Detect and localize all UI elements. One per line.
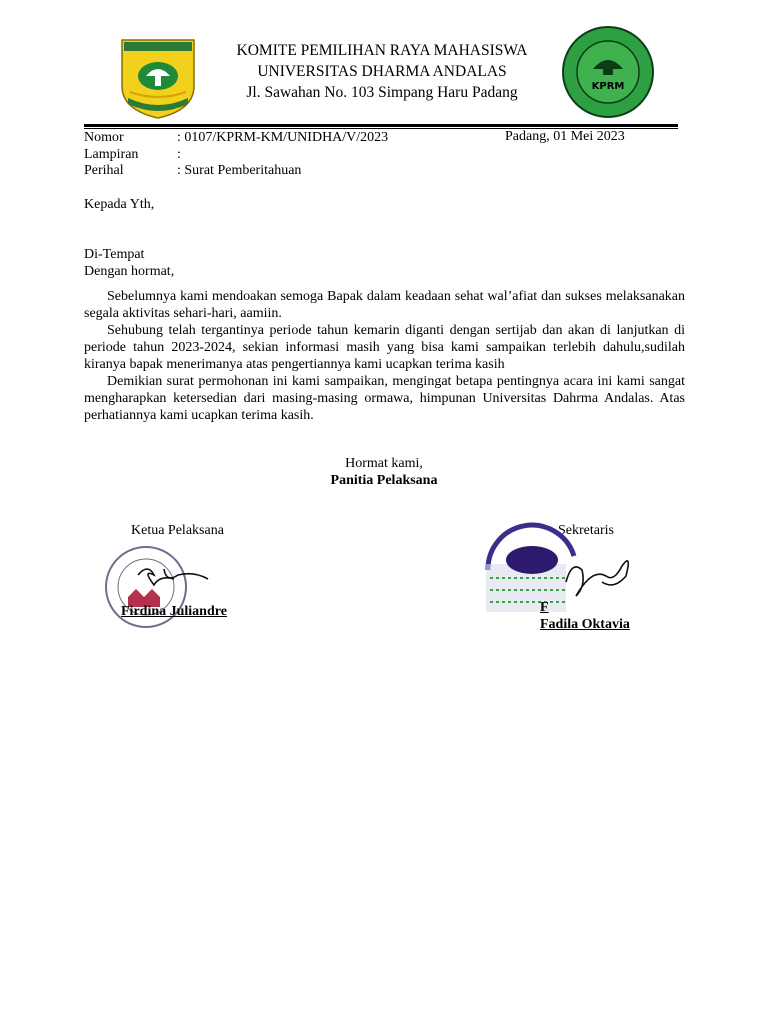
left-signer-role: Ketua Pelaksana [131,523,224,538]
recipient-line: Kepada Yth, [84,197,155,212]
nomor-value: : 0107/KPRM-KM/UNIDHA/V/2023 [177,130,389,145]
di-tempat: Di-Tempat [84,247,145,262]
letter-date: Padang, 01 Mei 2023 [505,129,625,144]
right-signer-name: Fadila Oktavia [540,617,630,632]
paragraph-3: Demikian surat permohonan ini kami sampaikan, mengingat betapa pentingnya acara ini kami sangat mengharapkan ketersedian dari masing-masing ormawa, himpunan Universitas Dahrma Andalas. Atas perhatiannya kami ucapkan terima kasih. [84,374,685,423]
paragraph-1: Sebelumnya kami mendoakan semoga Bapak dalam keadaan sehat wal’afiat dan sukses melaksanakan segala aktivitas sehari-hari, aamiin. [84,289,685,321]
right-signer-initial: F [540,600,549,615]
perihal-label: Perihal [84,163,124,178]
address: Jl. Sawahan No. 103 Simpang Haru Padang [246,84,518,101]
lampiran-value: : [177,147,181,162]
salutation: Dengan hormat, [84,264,175,279]
kprm-logo [561,25,655,119]
perihal-value: : Surat Pemberitahuan [177,163,302,178]
university-logo [116,36,200,120]
university-name: UNIVERSITAS DHARMA ANDALAS [257,63,507,80]
nomor-label: Nomor [84,130,124,145]
closing-panitia: Panitia Pelaksana [330,473,438,488]
org-title: KOMITE PEMILIHAN RAYA MAHASISWA [236,42,528,59]
lampiran-label: Lampiran [84,147,139,162]
paragraph-2: Sehubung telah tergantinya periode tahun kemarin diganti dengan sertijab dan akan di lanjutkan di periode tahun 2023-2024, sekian informasi masih yang bisa kami sampaikan terlebih dahulu,sudilah kiranya bapak menerimanya atas pengertiannya kami ucapkan terima kasih [84,323,685,372]
header-divider-thick [84,124,678,127]
right-stamp [482,520,642,621]
left-signer-name: Firdina Juliandre [121,604,227,619]
closing-hormat: Hormat kami, [345,456,423,471]
left-stamp [104,545,234,640]
letter-body [84,288,685,424]
kprm-logo-text: KPRM [591,81,625,92]
right-signer-role: Sekretaris [558,523,614,538]
